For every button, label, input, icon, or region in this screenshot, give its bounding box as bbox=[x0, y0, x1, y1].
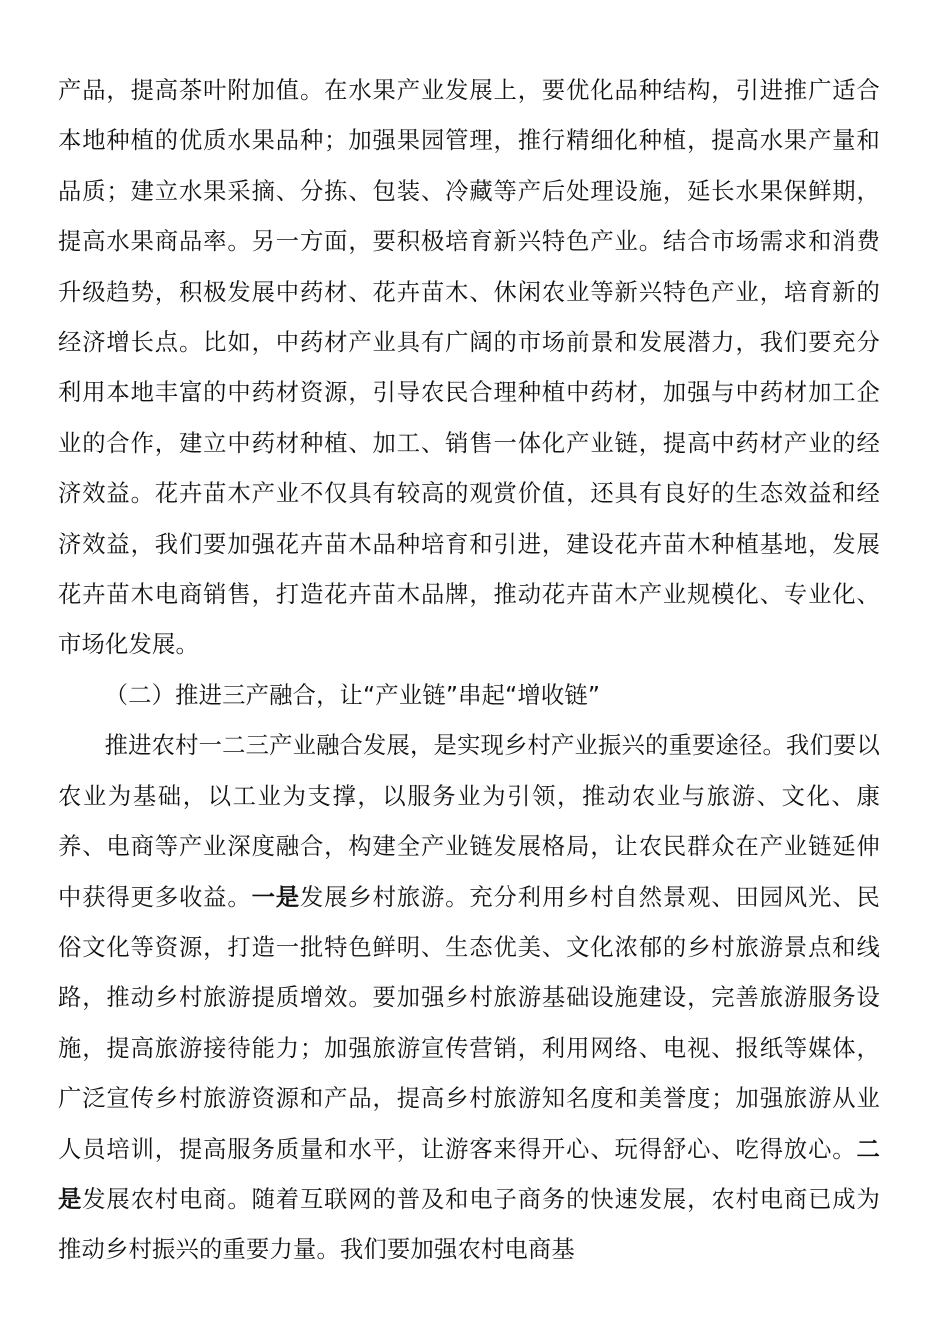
body-paragraph bbox=[58, 721, 880, 1275]
section-heading: （二）推进三产融合，让“产业链”串起“增收链” bbox=[104, 681, 601, 709]
point-text: 发展农村电商。随着互联网的普及和电子商务的快速发展，农村电商已成为推动乡村振兴的重要力量。我们要加强农村电商基 bbox=[58, 1185, 880, 1264]
point-marker-bold: 一是 bbox=[251, 883, 300, 911]
point-marker-bold: 二是 bbox=[58, 1135, 880, 1213]
body-paragraph: 产品，提高茶叶附加值。在水果产业发展上，要优化品种结构，引进推广适合本地种植的优质水果品种；加强果园管理，推行精细化种植，提高水果产量和品质；建立水果采摘、分拣、包装、冷藏等产后处理设施，延长水果保鲜期，提高水果商品率。另一方面，要积极培育新兴特色产业。结合市场需求和消费升级趋势，积极发展中药材、花卉苗木、休闲农业等新兴特色产业，培育新的经济增长点。比如，中药材产业具有广阔的市场前景和发展潜力，我们要充分利用本地丰富的中药材资源，引导农民合理种植中药材，加强与中药材加工企业的合作，建立中药材种植、加工、销售一体化产业链，提高中药材产业的经济效益。花卉苗木产业不仅具有较高的观赏价值，还具有良好的生态效益和经济效益，我们要加强花卉苗木品种培育和引进，建设花卉苗木种植基地，发展花卉苗木电商销售，打造花卉苗木品牌，推动花卉苗木产业规模化、专业化、市场化发展。 bbox=[58, 77, 880, 659]
point-text: 发展乡村旅游。充分利用乡村自然景观、田园风光、民俗文化等资源，打造一批特色鲜明、生态优美、文化浓郁的乡村旅游景点和线路，推动乡村旅游提质增效。要加强乡村旅游基础设施建设，完善旅游服务设施，提高旅游接待能力；加强旅游宣传营销，利用网络、电视、报纸等媒体，广泛宣传乡村旅游资源和产品，提高乡村旅游知名度和美誉度；加强旅游从业人员培训，提高服务质量和水平，让游客来得开心、玩得舒心、吃得放心。 bbox=[58, 883, 880, 1163]
paragraph-intro: 推进农村一二三产业融合发展，是实现乡村产业振兴的重要途径。我们要以农业为基础，以工业为支撑，以服务业为引领，推动农业与旅游、文化、康养、电商等产业深度融合，构建全产业链发展格局，让农民群众在产业链延伸中获得更多收益。 bbox=[58, 732, 880, 911]
document-page bbox=[58, 66, 880, 1276]
